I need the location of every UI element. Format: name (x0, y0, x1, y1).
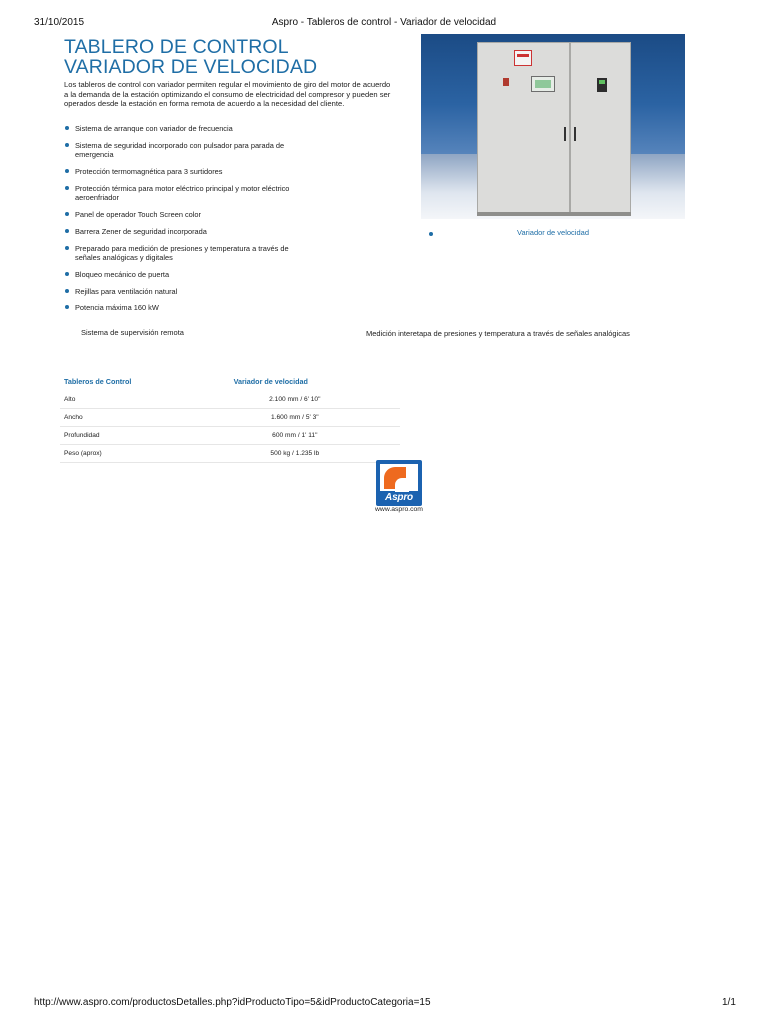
image-caption-row[interactable] (421, 227, 685, 241)
list-item (64, 270, 309, 279)
table-header: Variador de velocidad (233, 377, 308, 386)
spec-value: 1.600 mm / 5' 3" (190, 409, 400, 427)
warning-label-icon (514, 50, 532, 66)
spec-label: Alto (60, 391, 190, 409)
feature-text: Barrera Zener de seguridad incorporada (75, 226, 207, 236)
cabinet-right-door (570, 42, 631, 215)
page-title (64, 37, 317, 77)
spec-value: 2.100 mm / 6' 10" (190, 391, 400, 409)
table-header: Tableros de Control (64, 377, 132, 386)
bullet-icon (65, 143, 69, 147)
table-header-row (60, 374, 400, 391)
print-header-date: 31/10/2015 (34, 17, 85, 28)
image-caption[interactable]: Variador de velocidad (517, 228, 589, 237)
product-description: Los tableros de control con variador permiten regular el movimiento de giro del motor de acuerdo a la demanda de la estación optimizando el consumo de electricidad del compresor y pueden ser operados desde la estación en forma remota de acuerdo a la necesidad del cliente. (64, 80, 391, 109)
subcaption-left: Sistema de supervisión remota (81, 328, 184, 337)
touch-screen-icon (531, 76, 555, 92)
feature-text: Preparado para medición de presiones y temperatura a través de señales analógicas y digitales (75, 243, 289, 262)
table-row (60, 427, 400, 445)
feature-text: Bloqueo mecánico de puerta (75, 269, 170, 279)
feature-text: Sistema de seguridad incorporado con pulsador para parada de emergencia (75, 140, 285, 160)
table-row (60, 409, 400, 427)
door-handle-icon (574, 127, 576, 141)
list-item (64, 287, 309, 296)
list-item (64, 124, 309, 133)
cabinet-plinth (477, 212, 631, 216)
bullet-icon (65, 212, 69, 216)
feature-list (64, 124, 309, 320)
door-handle-icon (564, 127, 566, 141)
spec-table (60, 374, 400, 463)
list-item (64, 184, 309, 203)
list-item (64, 141, 309, 160)
page-title-line-2: VARIADOR DE VELOCIDAD (64, 56, 318, 78)
list-item (64, 210, 309, 219)
logo-wedge (395, 478, 409, 492)
bullet-icon (65, 289, 69, 293)
subcaption-right: Medición interetapa de presiones y temperatura a través de señales analógicas (366, 329, 630, 338)
page-title-line-1: TABLERO DE CONTROL (64, 36, 289, 58)
feature-text: Rejillas para ventilación natural (75, 286, 178, 296)
spec-value: 500 kg / 1.235 lb (190, 445, 400, 463)
list-item (64, 303, 309, 312)
print-footer-page: 1/1 (722, 997, 736, 1008)
emergency-button-icon (503, 78, 509, 86)
spec-label: Peso (aprox) (60, 445, 190, 463)
feature-text: Sistema de arranque con variador de frecuencia (75, 124, 233, 133)
logo-wordmark: Aspro (385, 492, 413, 503)
product-photo[interactable] (421, 34, 685, 219)
list-item (64, 167, 309, 176)
list-item (64, 227, 309, 236)
bullet-icon (65, 305, 69, 309)
print-header-title: Aspro - Tableros de control - Variador de velocidad (271, 17, 497, 28)
feature-text: Protección térmica para motor eléctrico principal y motor eléctrico aeroenfriador (75, 183, 290, 203)
spec-label: Profundidad (60, 427, 190, 445)
feature-text: Panel de operador Touch Screen color (75, 210, 201, 219)
bullet-icon (65, 272, 69, 276)
website-link[interactable]: www.aspro.com (375, 506, 423, 513)
spec-label: Ancho (60, 409, 190, 427)
bullet-icon (65, 126, 69, 130)
feature-text: Potencia máxima 160 kW (75, 303, 159, 313)
list-item (64, 244, 309, 263)
bullet-icon (65, 246, 69, 250)
table-row (60, 445, 400, 463)
print-footer-url: http://www.aspro.com/productosDetalles.php?idProductoTipo=5&idProductoCategoria=15 (34, 997, 431, 1008)
cabinet-left-door (477, 42, 570, 215)
bullet-icon (65, 186, 69, 190)
bullet-icon (65, 229, 69, 233)
drive-keypad-icon (597, 78, 607, 92)
bullet-icon (65, 169, 69, 173)
aspro-logo[interactable] (376, 460, 422, 506)
spec-value: 600 mm / 1' 11" (190, 427, 400, 445)
feature-text: Protección termomagnética para 3 surtidores (75, 167, 223, 176)
table-row (60, 391, 400, 409)
